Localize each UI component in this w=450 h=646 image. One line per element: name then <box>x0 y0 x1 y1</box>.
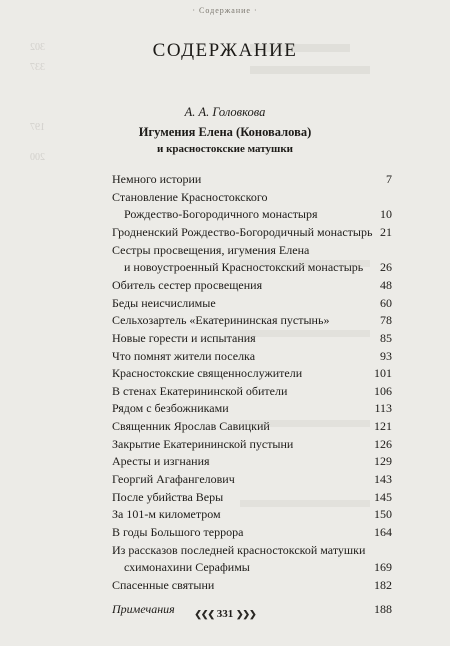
toc-entry-page: 126 <box>374 436 392 451</box>
section-subtitle: и красностокские матушки <box>156 143 293 155</box>
toc-entry-page: 78 <box>380 313 392 328</box>
running-head: · Содержание · <box>192 6 258 15</box>
toc-entry-title: Беды неисчислимые <box>112 295 216 310</box>
toc-entry-page: 85 <box>380 330 392 345</box>
toc-entry-title: Новые горести и испытания <box>112 330 256 345</box>
toc-entry-page: 164 <box>374 525 392 539</box>
toc-entry-page: 10 <box>380 207 392 222</box>
page-number: 331 <box>216 608 234 620</box>
ornament-right-icon: ❯❯❯ <box>236 609 256 619</box>
toc-entry-page: 188 <box>374 601 392 616</box>
toc-entry-title: После убийства Веры <box>112 489 224 504</box>
toc-entry-title: В стенах Екатерининской обители <box>112 383 288 398</box>
toc-entry-page: 26 <box>380 260 392 275</box>
toc-entry-title: Закрытие Екатерининской пустыни <box>112 436 294 451</box>
toc-entry-title: Что помнят жители поселка <box>112 348 256 363</box>
toc-entry-title: За 101-м километром <box>112 507 221 522</box>
ornament-left-icon: ❮❮❮ <box>194 609 214 619</box>
toc-entry-page: 7 <box>386 172 392 186</box>
page-footer <box>0 608 450 620</box>
toc-entry-page: 182 <box>374 577 392 592</box>
toc-entry-title: Сестры просвещения, игумения Елена <box>112 242 310 257</box>
toc-entry-title: Георгий Агафангелович <box>112 472 235 487</box>
toc-entry-title: Сельхозартель «Екатерининская пустынь» <box>112 313 330 328</box>
toc-entry-title: Спасенные святыни <box>112 577 215 592</box>
toc-entry-page: 113 <box>374 401 392 416</box>
toc-entry-title: Обитель сестер просвещения <box>112 277 263 292</box>
toc-entry-page: 150 <box>374 507 392 522</box>
toc-entry-title: Становление Красностокского <box>112 189 268 204</box>
toc-entry-page: 169 <box>374 560 392 575</box>
toc-entry-page: 129 <box>374 454 392 469</box>
page-title: СОДЕРЖАНИЕ <box>152 40 298 61</box>
toc-entry-title: Примечания <box>112 601 175 616</box>
toc-entry-title: В годы Большого террора <box>112 525 244 539</box>
toc-entry-page: 121 <box>374 419 392 434</box>
toc-entry-title: Из рассказов последней красностокской матушки <box>112 542 366 557</box>
toc-entry-continuation: схимонахини Серафимы <box>124 560 250 575</box>
toc-entry-title: Аресты и изгнания <box>112 454 210 469</box>
toc-entry-page: 143 <box>374 472 392 487</box>
toc-entry-title: Священник Ярослав Савицкий <box>112 419 270 434</box>
toc-entry-continuation: и новоустроенный Красностокский монастырь <box>124 260 364 275</box>
toc-entry-continuation: Рождество-Богородичного монастыря <box>124 207 318 222</box>
toc-entry-page: 101 <box>374 366 392 381</box>
toc-entry-title: Красностокские священнослужители <box>112 366 303 381</box>
section-title: Игумения Елена (Коновалова) <box>138 125 312 139</box>
toc-entry-title: Гродненский Рождество-Богородичный монастырь <box>112 224 373 239</box>
toc-entry-page: 145 <box>374 489 392 504</box>
show-through-background: 302 337 197 200 <box>0 0 450 646</box>
toc-entry-title: Рядом с безбожниками <box>112 401 229 416</box>
toc-entry-title: Немного истории <box>112 172 202 186</box>
section-author: А. А. Головкова <box>184 105 266 119</box>
toc-entry-page: 48 <box>380 277 392 292</box>
toc-entry-page: 106 <box>374 383 392 398</box>
toc-entry-page: 93 <box>380 348 392 363</box>
toc-entry-page: 60 <box>380 295 392 310</box>
toc-entry-page: 21 <box>380 224 392 239</box>
